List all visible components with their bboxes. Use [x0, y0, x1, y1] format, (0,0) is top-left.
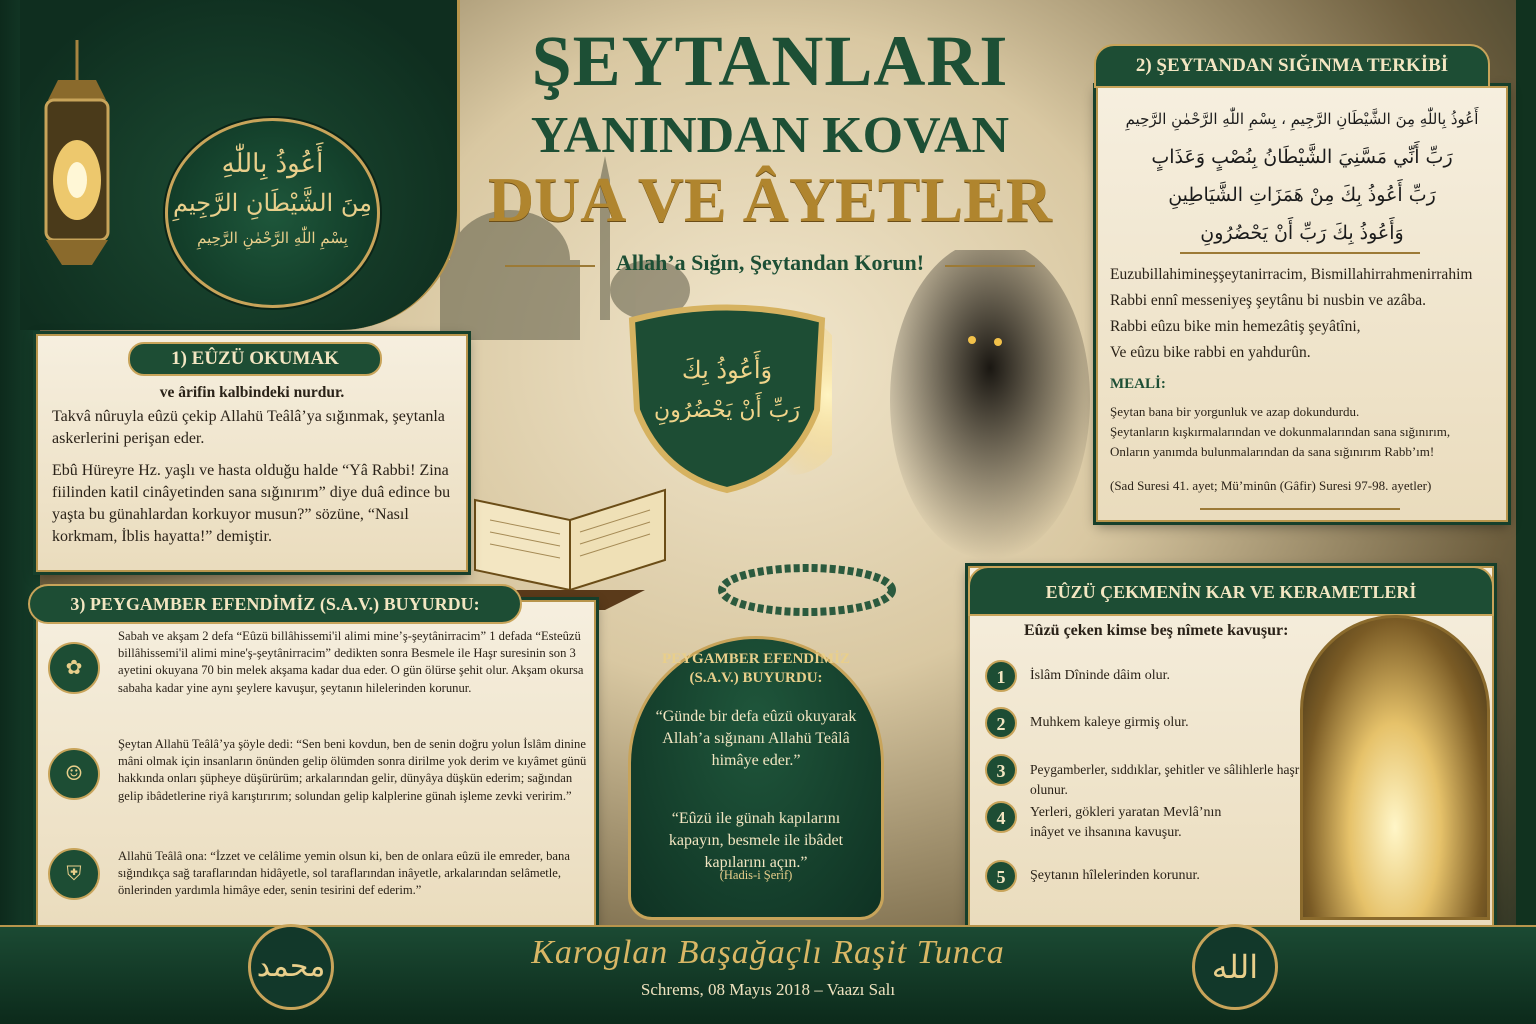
number-badge: 4: [985, 801, 1017, 833]
open-door-image: [1300, 615, 1490, 920]
muhammad-seal: محمد: [248, 924, 334, 1010]
transliteration-line: Euzubillahimineşşeytanirracim, Bismillahirrahmenirrahim: [1110, 266, 1473, 283]
meal-heading: MEALİ:: [1110, 376, 1166, 392]
wings-icon: ✿: [48, 642, 100, 694]
section-2-transliteration: [1110, 262, 1500, 366]
transliteration-line: Ve eûzu bike rabbi en yahdurûn.: [1110, 344, 1311, 361]
subtitle: Allah’a Sığın, Şeytandan Korun!: [615, 250, 925, 275]
euzu-line-1: أَعُوذُ بِاللّٰهِ: [221, 149, 324, 179]
title-line-1: ŞEYTANLARI: [531, 21, 1009, 101]
meal-text: [1110, 402, 1506, 462]
transliteration-line: Rabbi ennî messeniyeş şeytânu bi nusbin ve azâba.: [1110, 292, 1426, 309]
date-location: Schrems, 08 Mayıs 2018 – Vaazı Salı: [640, 980, 896, 999]
benefit-text: Yerleri, gökleri yaratan Mevlâ’nın inâyet ve ihsanına kavuşur.: [1030, 805, 1222, 840]
meal-line: Şeytan bana bir yorgunluk ve azap dokundurdu.: [1110, 404, 1360, 419]
section-3-item-text: Allahü Teâlâ ona: “İzzet ve celâlime yemin olsun ki, ben de onlara eûzü ile emreder, bana sığındıkça sağ taraflarından hidâyetle, sol taraflarından inâyetle, arkalarından selâmetle, önlerinden yardımla himâye eder, senin tesirini def ederim.”: [118, 849, 570, 898]
lantern-image: [18, 40, 136, 290]
section-1-body: [52, 382, 452, 548]
list-item: [48, 628, 588, 728]
section-1-paragraph-2: Ebû Hüreyre Hz. yaşlı ve hasta olduğu halde “Yâ Rabbi! Zina fiilinden katil cinâyetinden sana sığınırım” diye duâ edince bu yaşta bu günahlardan korkuyor musun?” sözüne, “Nasıl korkmam, İblis hayatta!” demiştir.: [52, 462, 451, 545]
section-1-label: 1) EÛZÜ OKUMAK: [128, 342, 382, 376]
hadith-quote-1: “Günde bir defa eûzü okuyarak Allah’a sığınanı Allahü Teâlâ himâye eder.”: [655, 708, 857, 769]
arabic-line: رَبِّ أَعُوذُ بِكَ مِنْ هَمَزَاتِ الشَّيَاطِينِ: [1168, 184, 1436, 206]
list-item: [48, 736, 588, 836]
title-line-3: DUA VE ÂYETLER: [487, 164, 1053, 235]
prayer-beads-image: [712, 555, 902, 625]
section-4-label: EÛZÜ ÇEKMENİN KAR VE KERAMETLERİ: [968, 566, 1494, 616]
transliteration-line: Rabbi eûzu bike min hemezâtiş şeyâtîni,: [1110, 318, 1361, 335]
number-badge: 2: [985, 707, 1017, 739]
arabic-line: أَعُوذُ بِاللّٰهِ مِنَ الشَّيْطَانِ الرَّجِيمِ ، بِسْمِ اللّٰهِ الرَّحْمٰنِ الرَّحِيمِ: [1125, 110, 1479, 128]
hadith-heading: PEYGAMBER EFENDİMİZ (S.A.V.) BUYURDU:: [662, 651, 850, 686]
shield-icon: ⛨: [48, 848, 100, 900]
meal-line: Onların yanımda bulunmalarından da sana sığınırım Rabb’ım!: [1110, 444, 1435, 459]
smoke-figure-image: [880, 250, 1090, 570]
author-name: Karoglan Başağaçlı Raşit Tunca: [531, 934, 1005, 971]
section-4-lead: Eûzü çeken kimse beş nîmete kavuşur:: [1024, 622, 1289, 639]
meal-line: Şeytanların kışkırmalarından ve dokunmalarından sana sığınırım,: [1110, 424, 1451, 439]
euzu-line-2: مِنَ الشَّيْطَانِ الرَّجِيمِ: [173, 189, 372, 217]
section-2-label: 2) ŞEYTANDAN SIĞINMA TERKİBİ: [1094, 44, 1490, 88]
right-frame: [1516, 0, 1536, 1024]
subtitle-ornament-right: [945, 265, 1035, 267]
shield-line-1: وَأَعُوذُ بِكَ: [681, 356, 773, 384]
benefit-text: İslâm Dîninde dâim olur.: [1030, 668, 1170, 683]
list-item: [48, 848, 588, 918]
benefit-text: Peygamberler, sıddıklar, şehitler ve sâlihlerle haşr olunur.: [1030, 762, 1300, 797]
number-badge: 3: [985, 754, 1017, 786]
verse-reference: (Sad Suresi 41. ayet; Mü’minûn (Gâfir) Suresi 97-98. ayetler): [1110, 478, 1432, 493]
euzu-line-3: بِسْمِ اللّٰهِ الرَّحْمٰنِ الرَّحِيمِ: [197, 229, 348, 247]
benefit-text: Muhkem kaleye girmiş olur.: [1030, 715, 1189, 730]
section-3-label: 3) PEYGAMBER EFENDİMİZ (S.A.V.) BUYURDU:: [28, 584, 522, 624]
hadith-quote-2: “Eûzü ile günah kapılarını kapayın, besmele ile ibâdet kapılarını açın.”: [668, 810, 844, 871]
number-badge: 1: [985, 660, 1017, 692]
section-1-paragraph-1: Takvâ nûruyla eûzü çekip Allahü Teâlâ’ya sığınmak, şeytanla askerlerini perişan eder.: [52, 408, 445, 447]
section-2-arabic: [1104, 100, 1500, 252]
section-3-item-text: Sabah ve akşam 2 defa “Eûzü billâhissemi'il alimi mine’ş-şeytânirracim” 1 defada “Esteûzü billâhissemi'il alimi mine'ş-şeytânirracim” dedikten sonra Besmele ile Haşr suresinin son 3 ayetini okuyana 70 bin melek akşama kadar dua eder. O gün ölürse şehit olur. Akşam okursa sabaha kadar yine aynı şeylere kavuşur, şeytanın hilelerinden korunur.: [118, 629, 584, 695]
devil-icon: ☺: [48, 748, 100, 800]
shield-text: [632, 356, 822, 423]
section-1-intro: ve ârifin kalbindeki nurdur.: [159, 384, 345, 401]
arabic-line: وَأَعُوذُ بِكَ رَبِّ أَنْ يَحْضُرُونِ: [1200, 222, 1404, 244]
divider: [1180, 252, 1420, 254]
shield-line-2: رَبِّ أَنْ يَحْضُرُونِ: [654, 398, 800, 423]
number-badge: 5: [985, 860, 1017, 892]
allah-seal: الله: [1192, 924, 1278, 1010]
hadith-source: (Hadis-i Şerif): [719, 868, 793, 882]
arabic-line: رَبِّ أَنِّي مَسَّنِيَ الشَّيْطَانُ بِنُصْبٍ وَعَذَابٍ: [1151, 146, 1453, 168]
title-line-2: YANINDAN KOVAN: [530, 107, 1010, 164]
euzu-medallion: [165, 118, 380, 308]
section-3-item-text: Şeytan Allahü Teâlâ’ya şöyle dedi: “Sen beni kovdun, ben de senin doğru yolun İslâm dinine mâni olmak için insanların önünden gelip ölümden sonra dirilme yok derim ve kıyâmet günü hakkında onları şüpheye düşürürüm; arkalarından gelir, dünyâya düşkün ederim; sağından gelip ibâdetlerine riyâ karıştırırım; solundan gelip kalplerine günah işleme zevki veririm.”: [118, 737, 587, 803]
benefit-text: Şeytanın hîlelerinden korunur.: [1030, 868, 1200, 883]
divider: [1200, 508, 1400, 510]
